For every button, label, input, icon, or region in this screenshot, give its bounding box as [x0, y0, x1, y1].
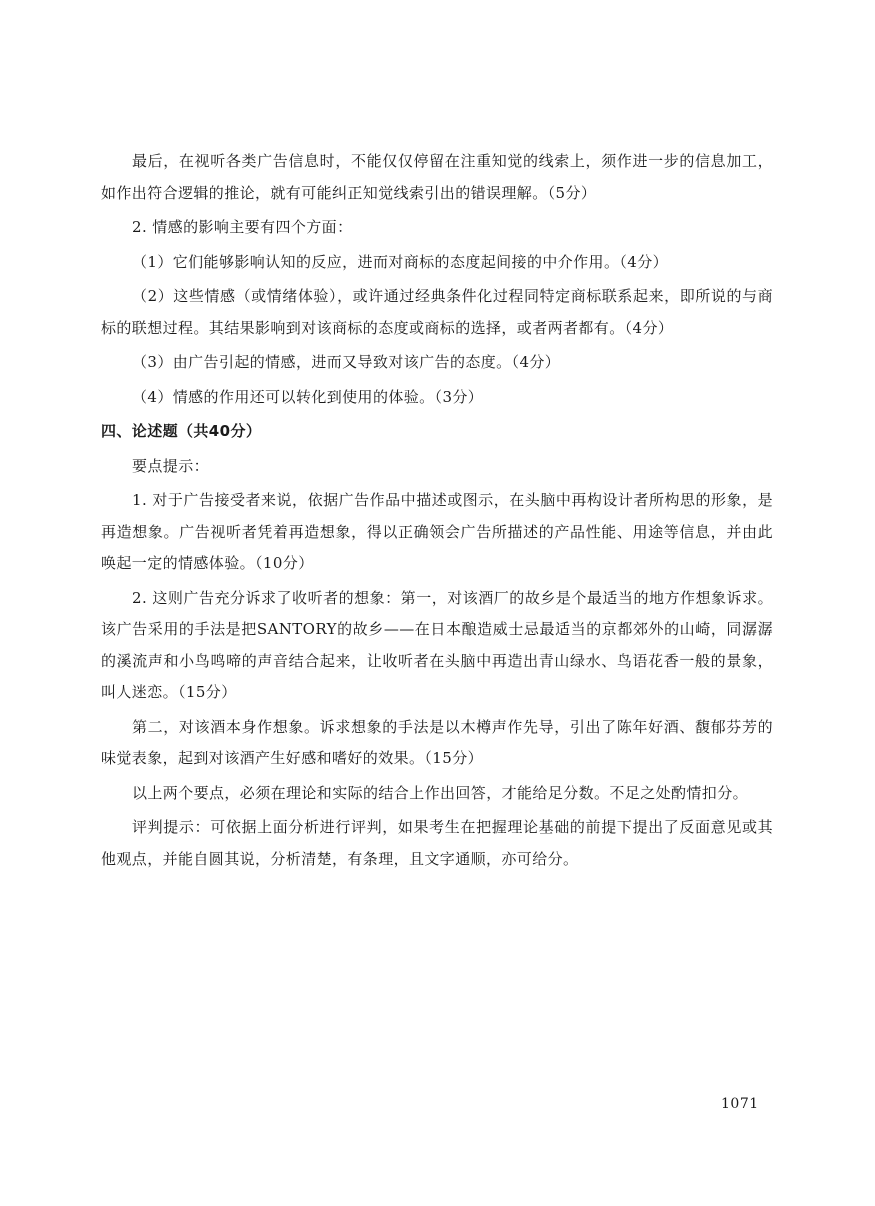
paragraph-key-point-2-second: 第二，对该酒本身作想象。诉求想象的手法是以木樽声作先导，引出了陈年好酒、馥郁芬芳的味觉表象，起到对该酒产生好感和嗜好的效果。（15分）	[101, 717, 773, 767]
paragraph-key-point-1: 1. 对于广告接受者来说，依据广告作品中描述或图示，在头脑中再构设计者所构思的形象，是再造想象。广告视听者凭着再造想象，得以正确领会广告所描述的产品性能、用途等信息，并由此唤起一定的情感体验。（10分）	[101, 491, 773, 572]
paragraph-emotion-point-2: （2）这些情感（或情绪体验），或许通过经典条件化过程同特定商标联系起来，即所说的与商标的联想过程。其结果影响到对该商标的态度或商标的选择，或者两者都有。（4分）	[101, 287, 773, 337]
paragraph-key-point-2: 2. 这则广告充分诉求了收听者的想象：第一，对该酒厂的故乡是个最适当的地方作想象诉求。该广告采用的手法是把SANTORY的故乡——在日本酿造威士忌最适当的京都郊外的山崎，同潺潺的溪流声和小鸟鸣啼的声音结合起来，让收听者在头脑中再造出青山绿水、鸟语花香一般的景象，叫人迷恋。（15分）	[101, 588, 773, 701]
paragraph-scoring-note: 以上两个要点，必须在理论和实际的结合上作出回答，才能给足分数。不足之处酌情扣分。	[132, 783, 749, 802]
paragraph-grading-hint: 评判提示：可依据上面分析进行评判，如果考生在把握理论基础的前提下提出了反面意见或其他观点，并能自圆其说，分析清楚，有条理，且文字通顺，亦可给分。	[101, 818, 773, 868]
document-body	[101, 146, 773, 878]
paragraph-key-points-label: 要点提示：	[132, 456, 210, 475]
paragraph-emotion-point-4: （4）情感的作用还可以转化到使用的体验。（3分）	[132, 387, 484, 406]
page-number: 1071	[721, 1096, 759, 1112]
paragraph-emotion-point-3: （3）由广告引起的情感，进而又导致对该广告的态度。（4分）	[132, 353, 561, 371]
section-heading-essay: 四、论述题（共40分）	[101, 422, 262, 440]
paragraph-emotion-point-1: （1）它们能够影响认知的反应，进而对商标的态度起间接的中介作用。（4分）	[132, 252, 668, 271]
paragraph-perception-conclusion: 最后，在视听各类广告信息时，不能仅仅停留在注重知觉的线索上，须作进一步的信息加工，如作出符合逻辑的推论，就有可能纠正知觉线索引出的错误理解。（5分）	[101, 152, 773, 202]
paragraph-emotion-intro: 2. 情感的影响主要有四个方面：	[132, 218, 353, 236]
